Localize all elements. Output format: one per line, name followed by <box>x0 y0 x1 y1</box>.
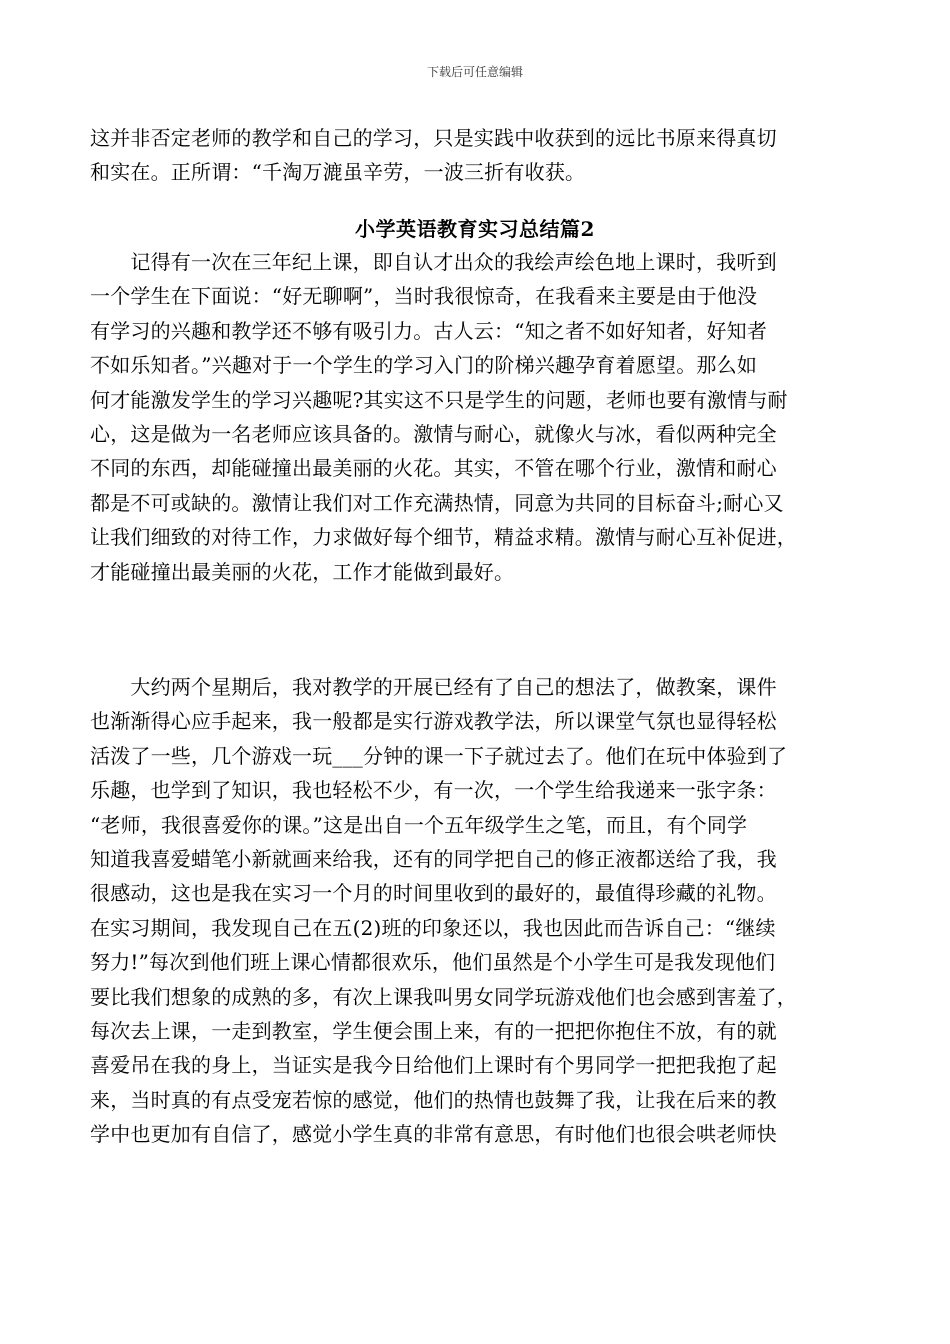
text-line: 一个学生在下面说：“好无聊啊”，当时我很惊奇，在我看来主要是由于他没 <box>90 284 758 309</box>
text-line: 乐趣，也学到了知识，我也轻松不少，有一次，一个学生给我递来一张字条： <box>90 778 777 803</box>
section-title: 小学英语教育实习总结篇2 <box>355 217 595 241</box>
text-line: 来，当时真的有点受宠若惊的感觉，他们的热情也鼓舞了我，让我在后来的教 <box>90 1087 777 1112</box>
intro-paragraph <box>90 121 860 190</box>
text-line: 努力!”每次到他们班上课心情都很欢乐，他们虽然是个小学生可是我发现他们 <box>90 950 776 975</box>
text-line: 要比我们想象的成熟的多，有次上课我叫男女同学玩游戏他们也会感到害羞了， <box>90 984 797 1009</box>
paragraph-1 <box>90 245 860 589</box>
text-line: “老师，我很喜爱你的课。”这是出自一个五年级学生之笔，而且，有个同学 <box>90 812 748 837</box>
text-line: 也渐渐得心应手起来，我一般都是实行游戏教学法，所以课堂气氛也显得轻松 <box>90 709 777 734</box>
text-line: 心，这是做为一名老师应该具备的。激情与耐心，就像火与冰，看似两种完全 <box>90 422 777 447</box>
text-line: 很感动，这也是我在实习一个月的时间里收到的最好的，最值得珍藏的礼物。 <box>90 881 777 906</box>
text-line: 知道我喜爱蜡笔小新就画来给我，还有的同学把自己的修正液都送给了我，我 <box>90 847 777 872</box>
text-line: 何才能激发学生的学习兴趣呢?其实这不只是学生的问题，老师也要有激情与耐 <box>90 387 788 412</box>
text-line: 喜爱吊在我的身上，当证实是我今日给他们上课时有个男同学一把把我抱了起 <box>90 1053 777 1078</box>
text-line: 在实习期间，我发现自己在五(2)班的印象还以，我也因此而告诉自己：“继续 <box>90 915 776 940</box>
text-line: 不同的东西，却能碰撞出最美丽的火花。其实，不管在哪个行业，激情和耐心 <box>90 456 777 481</box>
text-line: 每次去上课，一走到教室，学生便会围上来，有的一把把你抱住不放，有的就 <box>90 1019 777 1044</box>
text-line: 不如乐知者。”兴趣对于一个学生的学习入门的阶梯兴趣孕育着愿望。那么如 <box>90 353 758 378</box>
text-line: 才能碰撞出最美丽的火花，工作才能做到最好。 <box>90 559 515 584</box>
text-line: 有学习的兴趣和教学还不够有吸引力。古人云：“知之者不如好知者，好知者 <box>90 318 768 343</box>
text-line: 都是不可或缺的。激情让我们对工作充满热情，同意为共同的目标奋斗;耐心又 <box>90 490 784 515</box>
text-line: 活泼了一些，几个游戏一玩___分钟的课一下子就过去了。他们在玩中体验到了 <box>90 743 788 768</box>
text-line: 这并非否定老师的教学和自己的学习，只是实践中收获到的远比书原来得真切 <box>90 126 777 150</box>
page-header: 下载后可任意编辑 <box>426 65 523 79</box>
text-line: 和实在。正所谓：“千淘万漉虽辛劳，一波三折有收获。 <box>90 160 586 185</box>
text-line: 让我们细致的对待工作，力求做好每个细节，精益求精。激情与耐心互补促进， <box>90 525 797 550</box>
text-line: 学中也更加有自信了，感觉小学生真的非常有意思，有时他们也很会哄老师快 <box>90 1122 777 1147</box>
text-line: 大约两个星期后，我对教学的开展已经有了自己的想法了，做教案，课件 <box>90 675 777 699</box>
paragraph-2 <box>90 670 860 1152</box>
text-line: 记得有一次在三年纪上课，即自认才出众的我绘声绘色地上课时，我听到 <box>90 250 777 274</box>
